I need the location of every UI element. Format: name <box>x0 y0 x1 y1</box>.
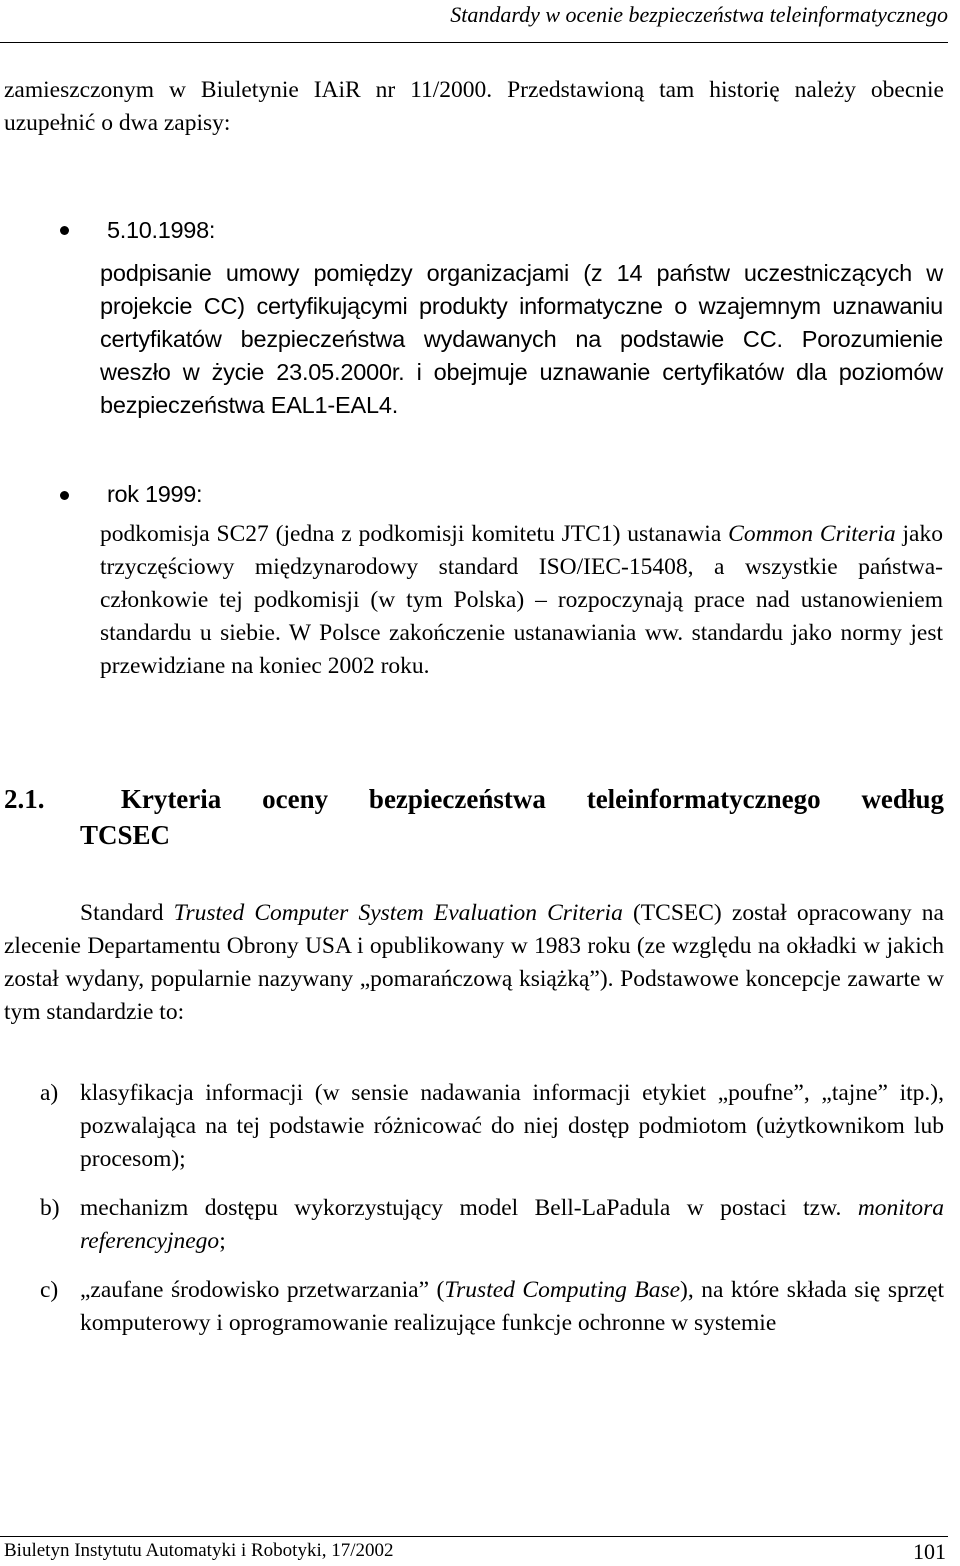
list-text: „zaufane środowisko przetwarzania” ( <box>80 1277 445 1303</box>
list-item-a <box>4 1077 944 1176</box>
running-header <box>0 0 948 43</box>
list-text: mechanizm dostępu wykorzystujący model Bell-LaPadula w postaci tzw. <box>80 1195 858 1221</box>
paragraph-text: (TCSEC) został opracowany na zlecenie Departamentu Obrony USA i opublikowany w 1983 roku (ze względu na okładki w jakich został wydany, popularnie nazywany „pomarańczową książką”). Podstawowe koncepcje zawarte w tym standardzie to: <box>4 900 944 1025</box>
list-text: ), na które składa się sprzęt komputerowy i oprogramowanie realizujące funkcje ochronne w systemie <box>80 1277 944 1336</box>
list-label: b) <box>40 1195 60 1221</box>
bullet-title: rok 1999: <box>107 481 203 507</box>
section-title-word: według <box>861 784 944 814</box>
intro-paragraph: zamieszczonym w Biuletynie IAiR nr 11/2000. Przedstawioną tam historię należy obecnie uzupełnić o dwa zapisy: <box>4 77 944 136</box>
list-item-c <box>4 1274 944 1340</box>
list-italic: Trusted Computing Base <box>444 1277 681 1303</box>
section-number: 2.1. <box>4 784 45 814</box>
bullet-body: podpisanie umowy pomiędzy organizacjami (z 14 państw uczestniczących w projekcie CC) certyfikującymi produkty informatyczne o wzajemnym uznawaniu certyfikatów bezpieczeństwa wydawanych na podstawie CC. Porozumienie weszło w życie 23.05.2000r. i obejmuje uznawanie certyfikatów dla poziomów bezpieczeństwa EAL1-EAL4. <box>100 260 943 418</box>
page-number: 101 <box>913 1539 946 1564</box>
list-label: c) <box>40 1277 59 1303</box>
paragraph-italic: Trusted Computer System Evaluation Criteria <box>173 900 623 926</box>
section-title-word: Kryteria <box>120 784 222 814</box>
section-heading <box>4 781 944 853</box>
bullet-body-text: podkomisja SC27 (jedna z podkomisji komitetu JTC1) ustanawia <box>100 521 729 547</box>
section-title-line2: TCSEC <box>80 820 171 850</box>
footer-rule <box>0 1536 948 1537</box>
bullet-dot-icon <box>60 226 69 235</box>
section-title-word: oceny <box>262 784 329 814</box>
bullet-body-text: jako trzyczęściowy międzynarodowy standard ISO/IEC-15408, a wszystkie państwa-członkowie tej podkomisji (w tym Polska) – rozpoczynają prace nad ustanowieniem standardu u siebie. W Polsce zakończenie ustanawiania ww. standardu jako normy jest przewidziane na koniec 2002 roku. <box>100 521 943 679</box>
list-text: ; <box>219 1228 226 1254</box>
bullet-title: 5.10.1998: <box>107 217 216 243</box>
list-item <box>4 1192 944 1258</box>
section-title-word: bezpieczeństwa <box>368 784 546 814</box>
paragraph-text: Standard <box>80 900 174 926</box>
list-label: a) <box>40 1080 59 1106</box>
body-paragraph <box>4 897 944 1029</box>
bullet-dot-icon <box>60 491 69 500</box>
list-item-b <box>4 1192 944 1258</box>
section-title-word: teleinformatycznego <box>586 784 821 814</box>
header-title: Standardy w ocenie bezpieczeństwa teleinformatycznego <box>450 2 948 27</box>
list-text: klasyfikacja informacji (w sensie nadawania informacji etykiet „poufne”, „tajne” itp.), pozwalająca na tej podstawie różnicować do niej dostęp podmiotom (użytkownikom lub procesom); <box>80 1080 944 1172</box>
footer-publication: Biuletyn Instytutu Automatyki i Robotyki, 17/2002 <box>4 1540 394 1561</box>
list-item <box>4 1077 944 1176</box>
list-italic: monitora referencyjnego <box>80 1195 944 1254</box>
bullet-body <box>100 518 943 683</box>
bullet-body-italic: Common Criteria <box>728 521 896 547</box>
list-item <box>4 1274 944 1340</box>
section-heading-line1 <box>4 781 944 817</box>
